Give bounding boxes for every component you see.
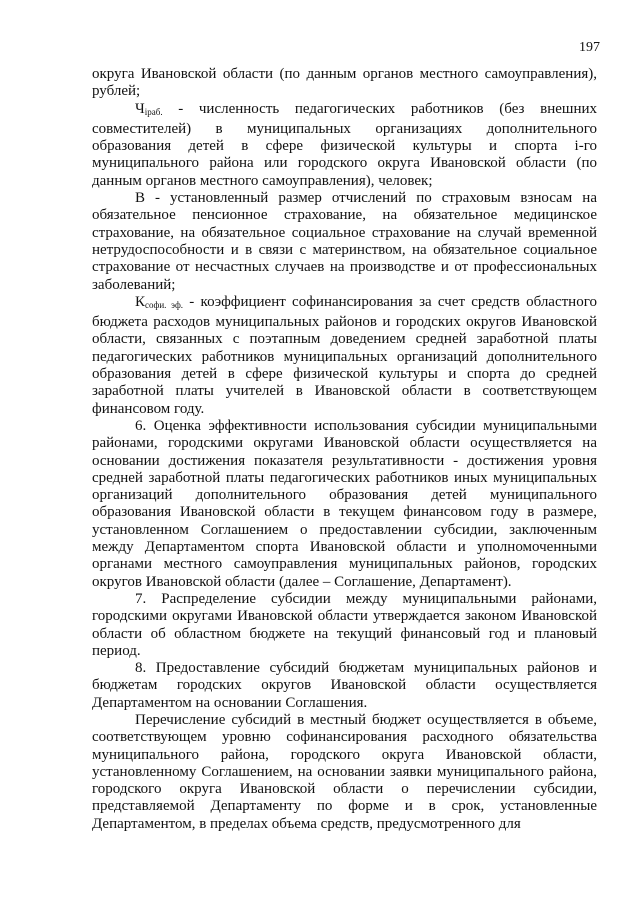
paragraph-item-8: 8. Предоставление субсидий бюджетам муниципальных районов и бюджетам городских округов Ивановской области осуществляется Департаментом на основании Соглашения.: [92, 660, 597, 711]
paragraph-k-definition: [92, 294, 597, 418]
paragraph-continuation: округа Ивановской области (по данным органов местного самоуправления), рублей;: [92, 66, 597, 100]
paragraph-item-7: 7. Распределение субсидии между муниципальными районами, городскими округами Ивановской области утверждается законом Ивановской области об областном бюджете на текущий финансовый год и плановый период.: [92, 590, 597, 659]
paragraph-item-6: 6. Оценка эффективности использования субсидии муниципальными районами, городскими округами Ивановской области осуществляется на основании достижения показателя результативности - достижения уровня средней заработной платы педагогических работников иных муниципальных организаций дополнительного образования детей муниципального образования Ивановской области в текущем финансовом году в размере, установленном Соглашением о предоставлении субсидии, заключенным между Департаментом спорта Ивановской области и уполномоченными органами местного самоуправления муниципальных районов, городских округов Ивановской области (далее – Соглашение, Департамент).: [92, 417, 597, 590]
symbol-k-subscript: софи. эф.: [145, 299, 184, 310]
page-number: 197: [579, 40, 600, 55]
symbol-k: К: [135, 293, 146, 310]
symbol-ch: Ч: [135, 100, 145, 117]
ch-definition-text: - численность педагогических работников (без внешних совместителей) в муниципальных организациях дополнительного образования детей в сфере физической культуры и спорта i-го муниципального района или городского округа Ивановской области (по данным органов местного самоуправления), человек;: [92, 100, 597, 189]
body-text: [92, 66, 597, 833]
paragraph-b-definition: В - установленный размер отчислений по страховым взносам на обязательное пенсионное страхование, на обязательное медицинское страхование, на обязательное социальное страхование на случай временной нетрудоспособности и в связи с материнством, на обязательное социальное страхование от несчастных случаев на производстве и от профессиональных заболеваний;: [92, 190, 597, 293]
paragraph-ch-definition: [92, 101, 597, 190]
k-definition-text: - коэффициент софинансирования за счет средств областного бюджета расходов муниципальных районов и городских округов Ивановской области, связанных с поэтапным доведением средней заработной платы педагогических работников муниципальных организаций дополнительного образования детей в сфере физической культуры и спорта до средней заработной платы учителей в Ивановской области в соответствующем финансовом году.: [92, 293, 597, 417]
paragraph-transfer: Перечисление субсидий в местный бюджет осуществляется в объеме, соответствующем уровню софинансирования расходного обязательства муниципального района, городского округа Ивановской области, установленному Соглашением, на основании заявки муниципального района, городского округа Ивановской области о перечислении субсидии, представляемой Департаменту по форме и в срок, установленные Департаментом, в пределах объема средств, предусмотренного для: [92, 711, 597, 832]
symbol-ch-subscript: iраб.: [144, 106, 163, 117]
